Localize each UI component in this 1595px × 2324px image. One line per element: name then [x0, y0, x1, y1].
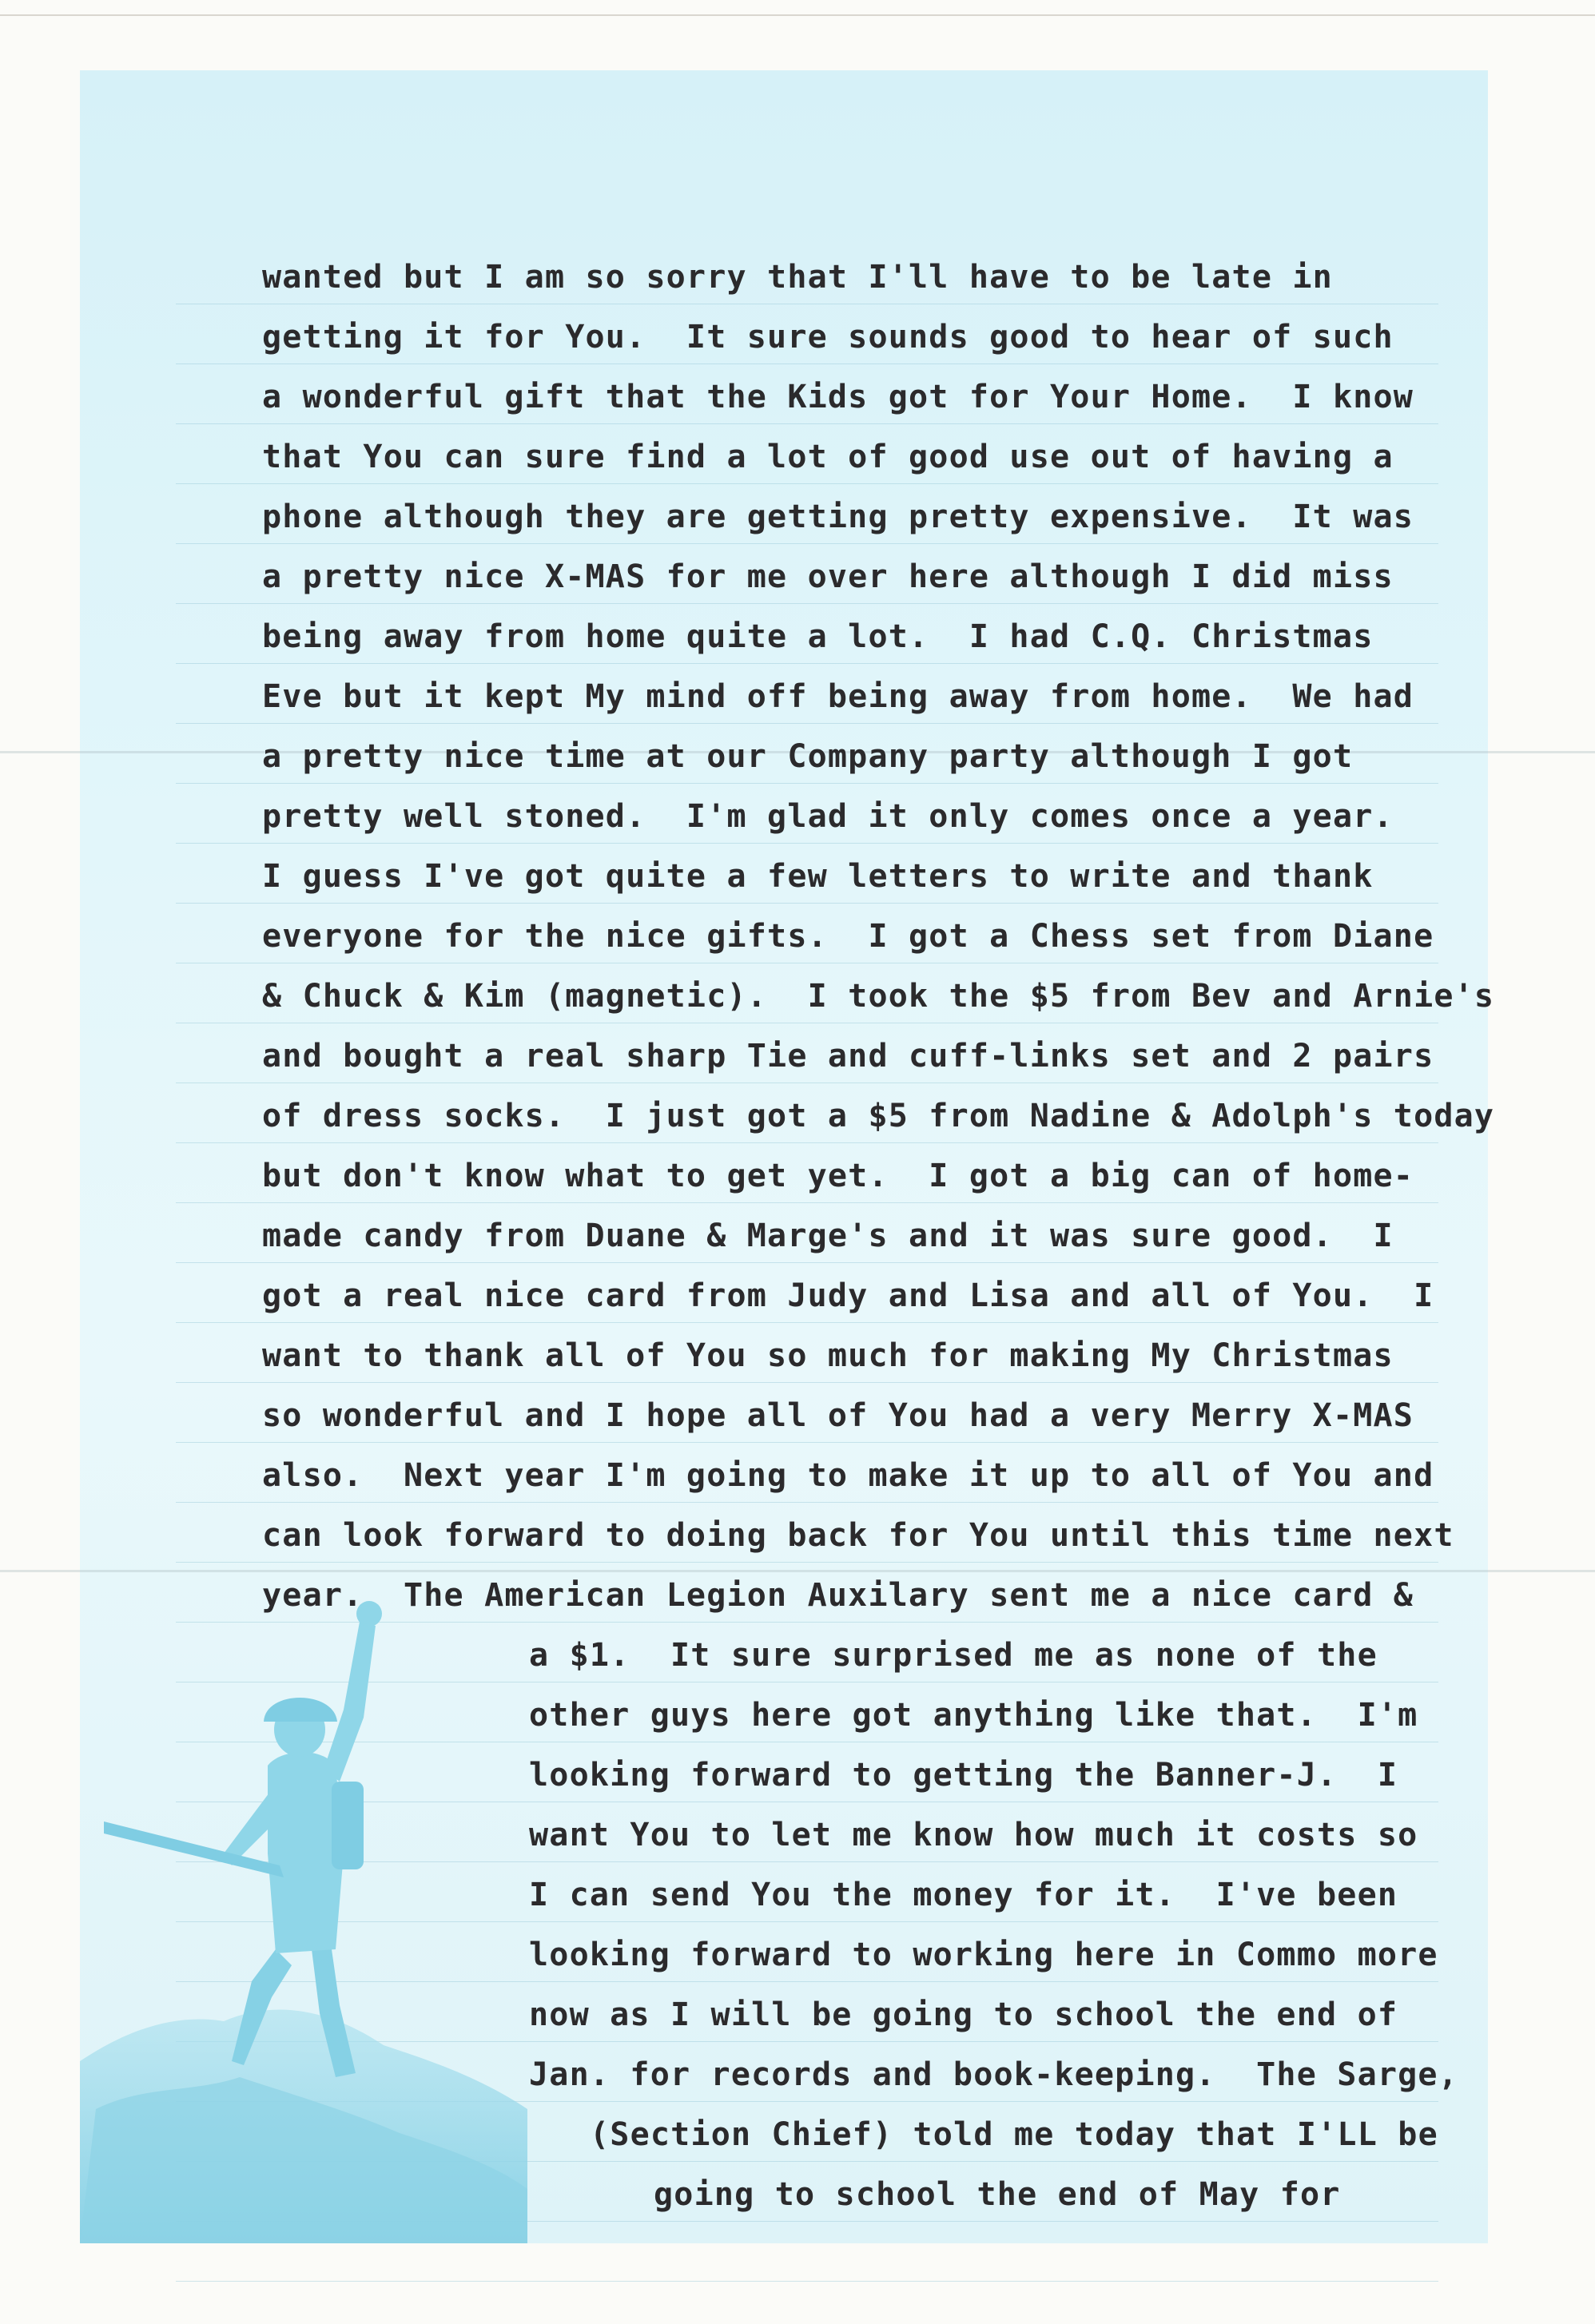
ruled-line [176, 543, 1438, 544]
page-top-edge [0, 14, 1595, 16]
ruled-line [176, 903, 1438, 904]
letter-line: now as I will be going to school the end of [529, 1996, 1398, 2033]
ruled-line [176, 1382, 1438, 1383]
letter-line: looking forward to working here in Commo more [529, 1937, 1438, 1973]
letter-line: going to school the end of May for [654, 2176, 1341, 2213]
letter-line: want to thank all of You so much for making My Christmas [262, 1337, 1394, 1374]
letter-line: a pretty nice X-MAS for me over here although I did miss [262, 558, 1394, 595]
ruled-line [176, 783, 1438, 784]
letter-line: can look forward to doing back for You until this time next [262, 1517, 1454, 1554]
letter-line: year. The American Legion Auxilary sent me a nice card & [262, 1577, 1414, 1614]
letter-line: made candy from Duane & Marge's and it was sure good. I [262, 1218, 1394, 1254]
ruled-line [176, 1142, 1438, 1143]
ruled-line [176, 1202, 1438, 1203]
letter-line: getting it for You. It sure sounds good to hear of such [262, 319, 1394, 356]
letter-line: so wonderful and I hope all of You had a very Merry X-MAS [262, 1397, 1414, 1434]
letter-line: I can send You the money for it. I've been [529, 1877, 1398, 1913]
ruled-line [176, 2281, 1438, 2282]
letter-line: phone although they are getting pretty expensive. It was [262, 499, 1414, 535]
letter-line: (Section Chief) told me today that I'LL be [590, 2116, 1438, 2153]
letter-line: got a real nice card from Judy and Lisa and all of You. I [262, 1277, 1434, 1314]
letter-line: Eve but it kept My mind off being away from home. We had [262, 678, 1414, 715]
letter-line: but don't know what to get yet. I got a big can of home- [262, 1158, 1414, 1194]
letter-line: everyone for the nice gifts. I got a Chess set from Diane [262, 918, 1434, 955]
ruled-line [176, 723, 1438, 724]
letter-line: & Chuck & Kim (magnetic). I took the $5 from Bev and Arnie's [262, 978, 1495, 1015]
ruled-line [176, 663, 1438, 664]
ruled-line [176, 1442, 1438, 1443]
letter-line: I guess I've got quite a few letters to write and thank [262, 858, 1374, 895]
letter-line: that You can sure find a lot of good use out of having a [262, 439, 1394, 475]
letter-line: want You to let me know how much it costs so [529, 1817, 1418, 1853]
letter-line: wanted but I am so sorry that I'll have to be late in [262, 259, 1333, 296]
letter-line: a pretty nice time at our Company party although I got [262, 738, 1354, 775]
ruled-line [176, 363, 1438, 364]
letter-line: being away from home quite a lot. I had C.Q. Christmas [262, 618, 1374, 655]
ruled-line [176, 1322, 1438, 1323]
ruled-line [176, 423, 1438, 424]
letter-line: Jan. for records and book-keeping. The Sarge, [529, 2056, 1458, 2093]
ruled-line [176, 603, 1438, 604]
letter-line: of dress socks. I just got a $5 from Nadine & Adolph's today [262, 1098, 1495, 1134]
ruled-line [176, 1262, 1438, 1263]
letter-line: and bought a real sharp Tie and cuff-links set and 2 pairs [262, 1038, 1434, 1075]
letter-line: looking forward to getting the Banner-J. I [529, 1757, 1398, 1794]
ruled-line [176, 483, 1438, 484]
ruled-line [176, 843, 1438, 844]
letter-line: pretty well stoned. I'm glad it only comes once a year. [262, 798, 1394, 835]
letter-line: also. Next year I'm going to make it up to all of You and [262, 1457, 1434, 1494]
letter-line: a wonderful gift that the Kids got for Your Home. I know [262, 379, 1414, 415]
letter-line: other guys here got anything like that. I'm [529, 1697, 1418, 1734]
letter-line: a $1. It sure surprised me as none of the [529, 1637, 1378, 1674]
